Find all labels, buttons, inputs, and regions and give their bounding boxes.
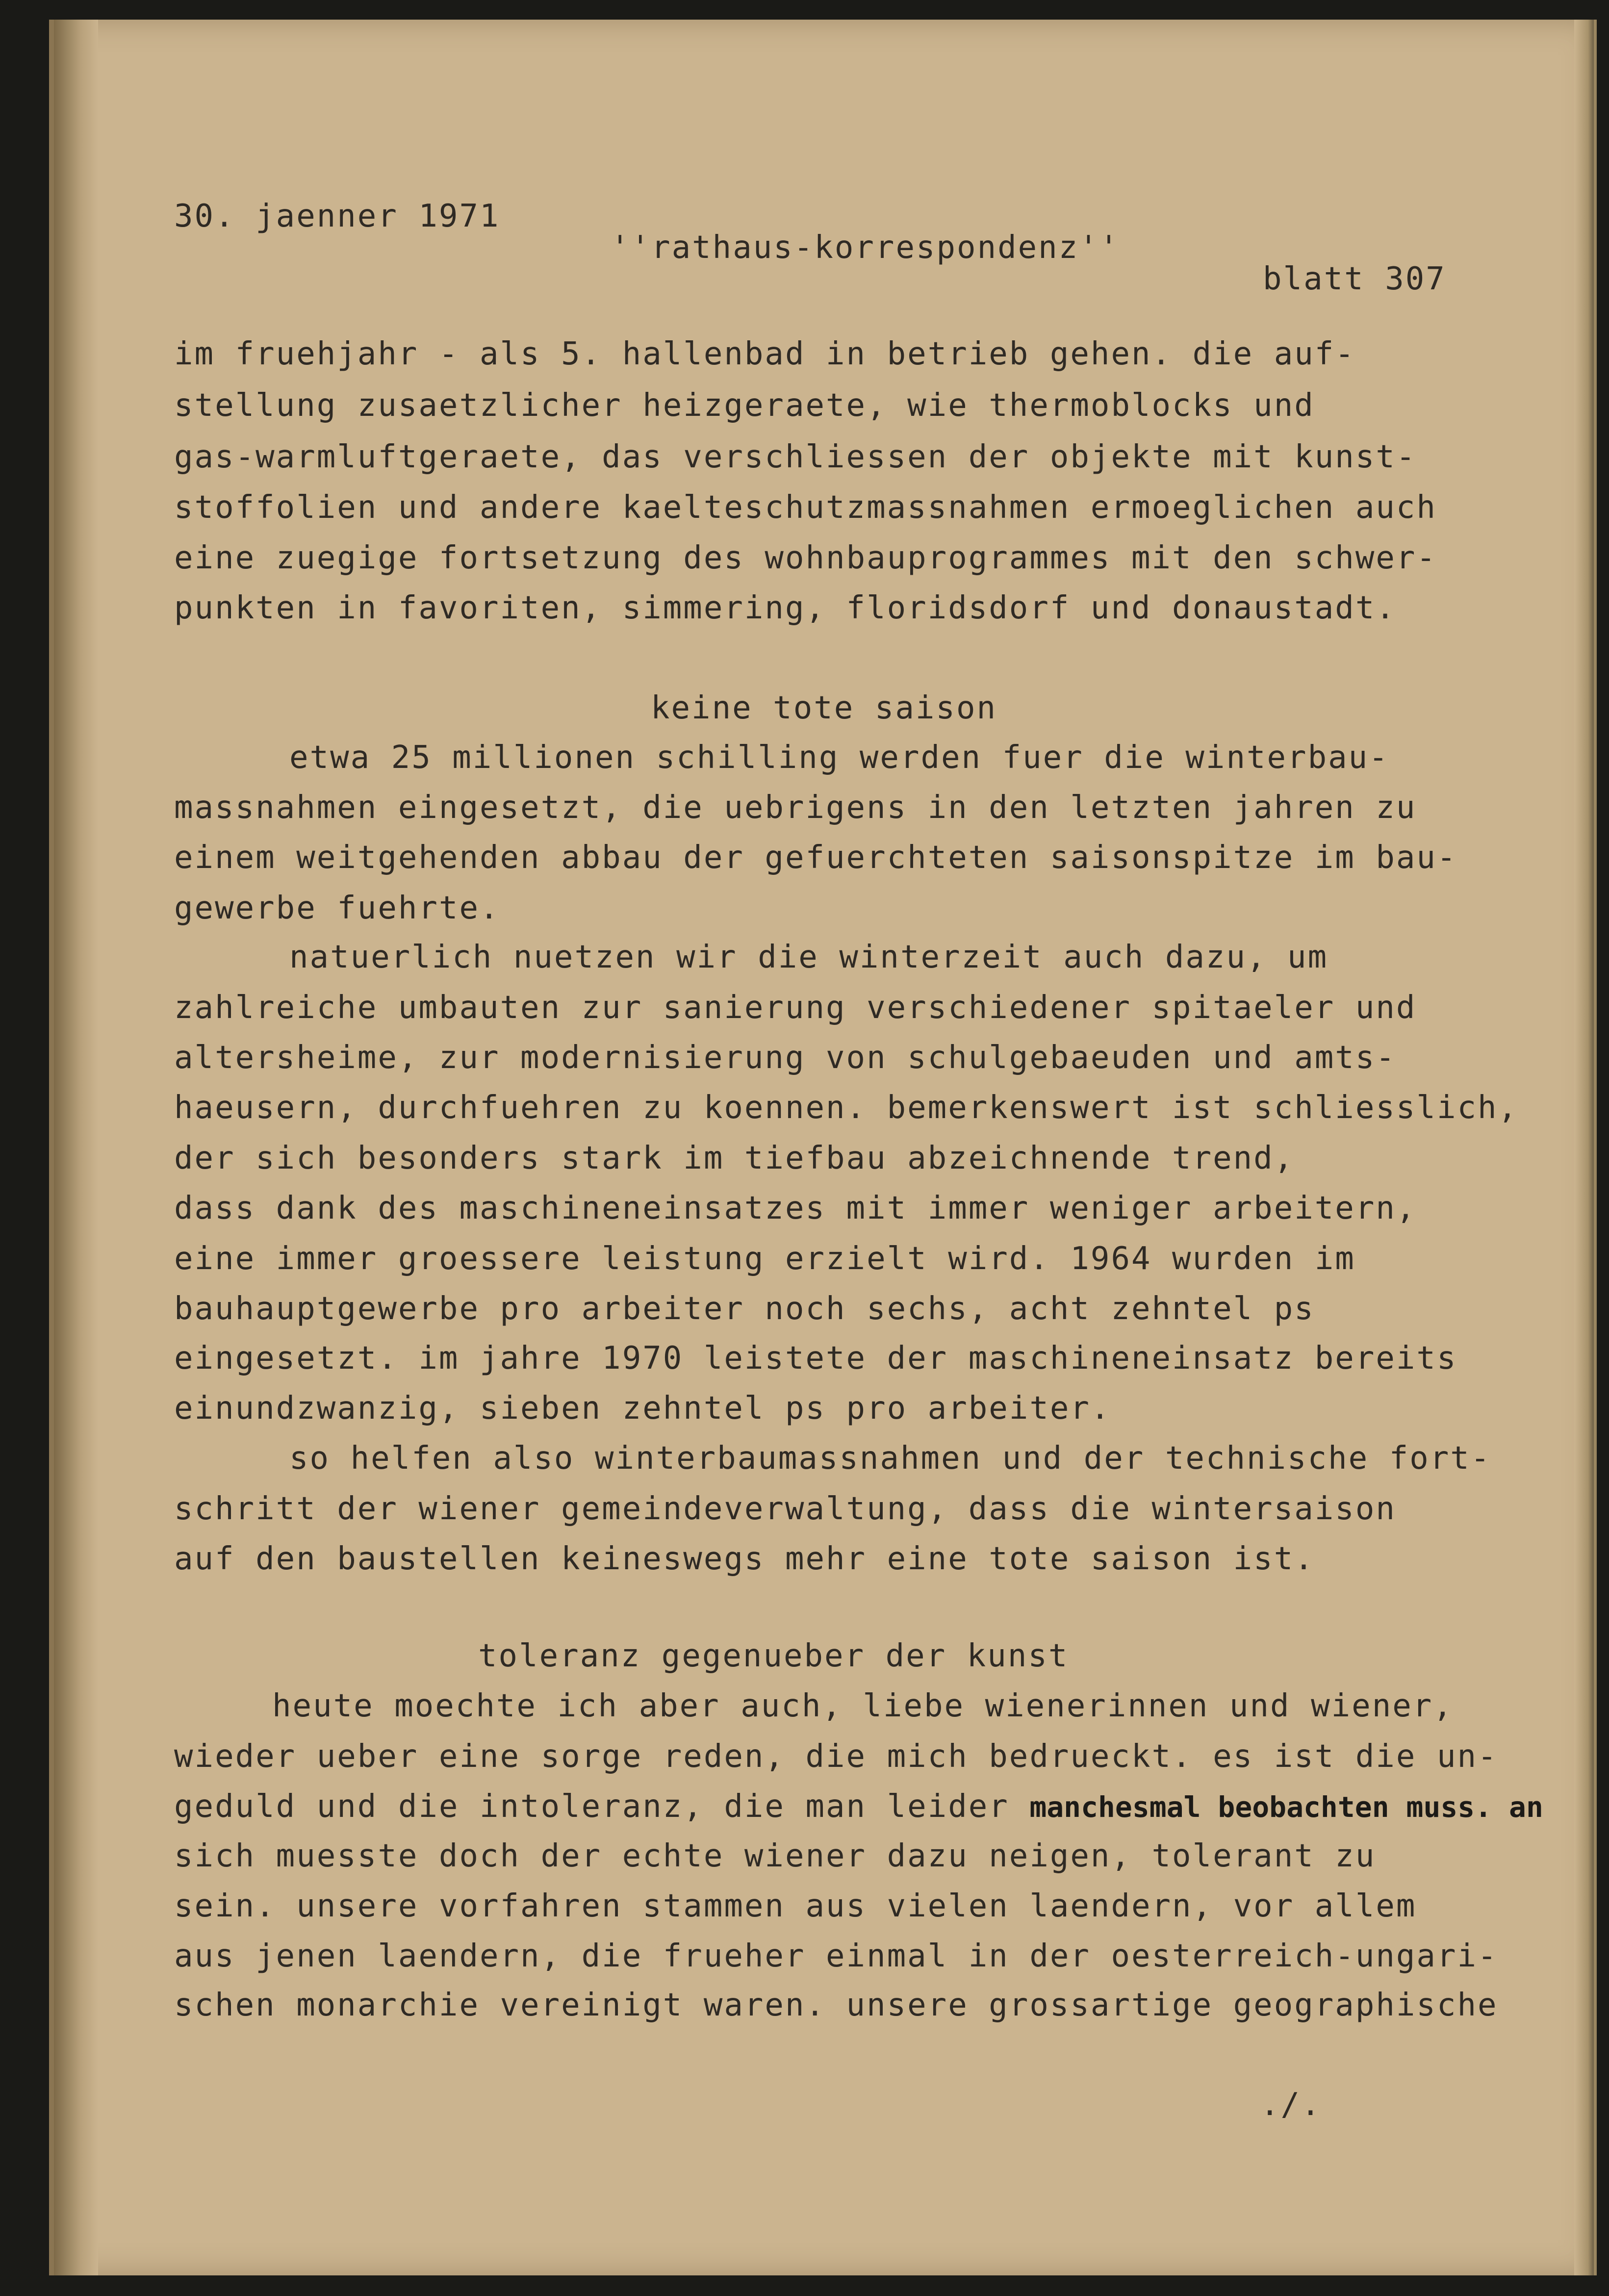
text-line: punkten in favoriten, simmering, floridsdorf und donaustadt. <box>174 590 1396 626</box>
header-date: 30. jaenner 1971 <box>174 198 500 234</box>
text-line: zahlreiche umbauten zur sanierung verschiedener spitaeler und <box>174 990 1417 1026</box>
text-line: gewerbe fuehrte. <box>174 890 500 926</box>
text-segment: geduld und die intoleranz, die man leider <box>174 1788 1030 1825</box>
text-line: im fruehjahr - als 5. hallenbad in betrieb gehen. die auf- <box>174 336 1355 372</box>
text-line: eingesetzt. im jahre 1970 leistete der maschineneinsatz bereits <box>174 1340 1457 1377</box>
text-line: haeusern, durchfuehren zu koennen. bemerkenswert ist schliesslich, <box>174 1090 1519 1126</box>
text-line: gas-warmluftgeraete, das verschliessen der objekte mit kunst- <box>174 439 1417 475</box>
text-line: schen monarchie vereinigt waren. unsere grossartige geographische <box>174 1987 1498 2023</box>
text-line: eine immer groessere leistung erzielt wird. 1964 wurden im <box>174 1241 1355 1277</box>
typewritten-page <box>49 20 1597 2275</box>
text-line: sein. unsere vorfahren stammen aus vielen laendern, vor allem <box>174 1888 1417 1924</box>
text-line: wieder ueber eine sorge reden, die mich bedrueckt. es ist die un- <box>174 1738 1498 1775</box>
header-publication: ''rathaus-korrespondenz'' <box>611 230 1120 266</box>
section-heading-keine-tote-saison: keine tote saison <box>650 690 997 726</box>
text-line: massnahmen eingesetzt, die uebrigens in den letzten jahren zu <box>174 790 1417 826</box>
text-line <box>174 1788 1543 1825</box>
text-line: etwa 25 millionen schilling werden fuer die winterbau- <box>289 740 1389 776</box>
text-line: bauhauptgewerbe pro arbeiter noch sechs, acht zehntel ps <box>174 1291 1315 1327</box>
overtyped-correction: manchesmal beobachten muss. an <box>1029 1790 1543 1824</box>
text-line: auf den baustellen keineswegs mehr eine tote saison ist. <box>174 1541 1315 1577</box>
header-page-number: blatt 307 <box>1263 261 1446 297</box>
binding-shadow <box>54 20 98 2275</box>
text-line: so helfen also winterbaumassnahmen und der technische fort- <box>289 1440 1491 1477</box>
text-line: einem weitgehenden abbau der gefuerchteten saisonspitze im bau- <box>174 840 1457 876</box>
text-line: schritt der wiener gemeindeverwaltung, dass die wintersaison <box>174 1491 1396 1527</box>
text-line: dass dank des maschineneinsatzes mit immer weniger arbeitern, <box>174 1190 1417 1226</box>
page-header <box>174 169 1449 326</box>
text-line: stellung zusaetzlicher heizgeraete, wie thermoblocks und <box>174 387 1315 424</box>
section-heading-toleranz: toleranz gegenueber der kunst <box>478 1638 1069 1674</box>
text-line: eine zuegige fortsetzung des wohnbauprogrammes mit den schwer- <box>174 540 1437 576</box>
text-line: heute moechte ich aber auch, liebe wienerinnen und wiener, <box>272 1688 1454 1724</box>
text-line: einundzwanzig, sieben zehntel ps pro arbeiter. <box>174 1390 1111 1427</box>
continuation-mark: ./. <box>1260 2087 1322 2123</box>
text-line: natuerlich nuetzen wir die winterzeit auch dazu, um <box>289 939 1328 975</box>
text-line: der sich besonders stark im tiefbau abzeichnende trend, <box>174 1140 1295 1176</box>
text-line: sich muesste doch der echte wiener dazu neigen, tolerant zu <box>174 1838 1376 1874</box>
text-line: aus jenen laendern, die frueher einmal in der oesterreich-ungari- <box>174 1938 1498 1974</box>
text-line: stoffolien und andere kaelteschutzmassnahmen ermoeglichen auch <box>174 489 1437 526</box>
text-line: altersheime, zur modernisierung von schulgebaeuden und amts- <box>174 1040 1396 1076</box>
page-edge <box>1574 20 1594 2275</box>
